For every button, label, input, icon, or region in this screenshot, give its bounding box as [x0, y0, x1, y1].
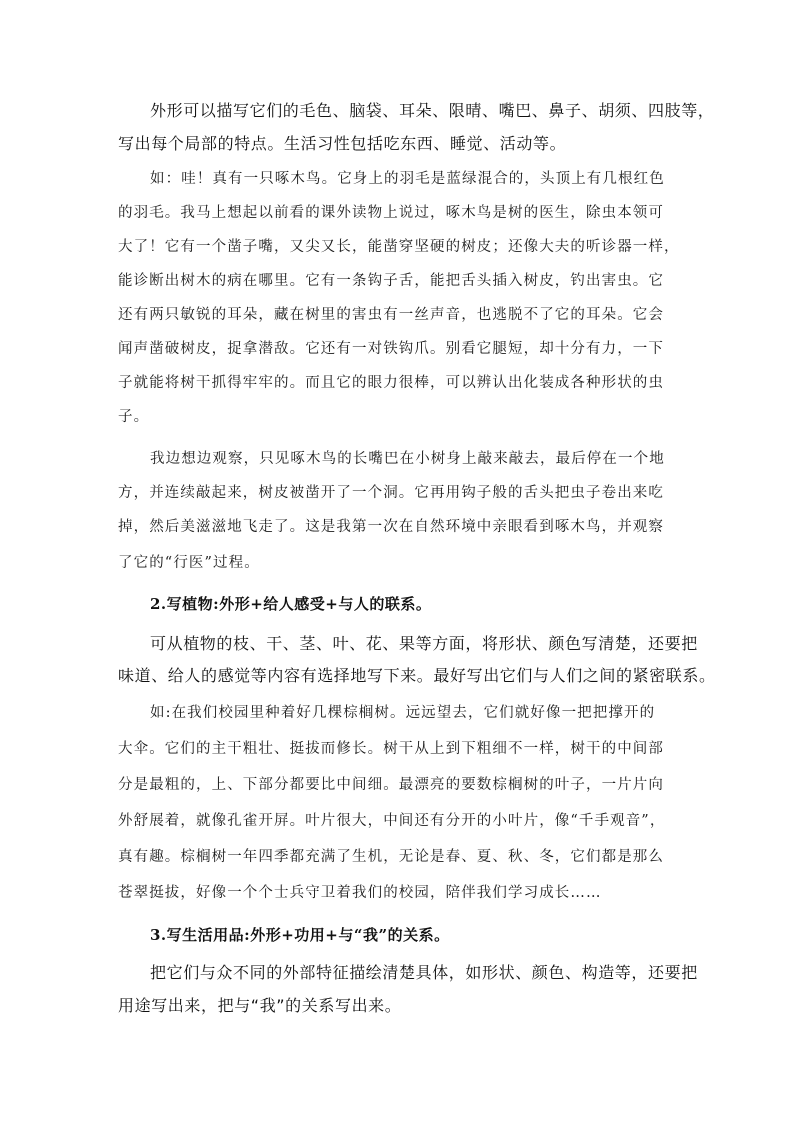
- paragraph-line: 用途写出来，把与“我”的关系写出来。: [118, 996, 402, 1015]
- example-line: 方，并连续敲起来，树皮被凿开了一个洞。它再用钩子般的舌头把虫子卷出来吃: [118, 485, 664, 501]
- paragraph-line: 味道、给人的感觉等内容有选择地写下来。最好写出它们与人们之间的紧密联系。: [118, 666, 716, 685]
- example-line: 了它的“行医”过程。: [118, 555, 260, 571]
- paragraph-line: 外形可以描写它们的毛色、脑袋、耳朵、限晴、嘴巴、鼻子、胡须、四肢等，: [150, 101, 715, 120]
- example-line: 掉，然后美滋滋地飞走了。这是我第一次在自然环境中亲眼看到啄木鸟，并观察: [118, 519, 664, 535]
- example-line: 如:在我们校园里种着好几棵棕榈树。远远望去，它们就好像一把把撑开的: [150, 705, 656, 721]
- example-line: 苍翠挺拔，好像一个个士兵守卫着我们的校园，陪伴我们学习成长……: [118, 885, 602, 901]
- example-line: 还有两只敏锐的耳朵，藏在树里的害虫有一丝声音，也逃脱不了它的耳朵。它会: [118, 307, 664, 323]
- example-line: 大伞。它们的主干粗壮、挺拔而修长。树干从上到下粗细不一样，树干的中间部: [118, 741, 664, 757]
- example-line: 如：哇！真有一只啄木鸟。它身上的羽毛是蓝绿混合的，头顶上有几根红色: [150, 171, 665, 187]
- section-heading-daily-items: 3.写生活用品:外形+功用+与“我”的关系。: [150, 926, 450, 944]
- section-heading-plants: 2.写植物:外形+给人感受+与人的联系。: [150, 595, 432, 613]
- paragraph-line: 写出每个局部的特点。生活习性包括吃东西、睡觉、活动等。: [118, 134, 567, 153]
- example-line: 真有趣。棕榈树一年四季都充满了生机，无论是春、夏、秋、冬，它们都是那么: [118, 849, 664, 865]
- example-line: 闻声凿破树皮，捉拿潜敌。它还有一对铁钩爪。别看它腿短，却十分有力，一下: [118, 341, 664, 357]
- paragraph-line: 可从植物的枝、干、茎、叶、花、果等方面，将形状、颜色写清楚，还要把: [150, 634, 698, 653]
- example-line: 我边想边观察，只见啄木鸟的长嘴巴在小树身上敲来敲去，最后停在一个地: [150, 451, 665, 467]
- example-line: 大了！它有一个凿子嘴，又尖又长，能凿穿坚硬的树皮；还像大夫的听诊器一样，: [118, 239, 680, 255]
- example-line: 子就能将树干抓得牢牢的。而且它的眼力很棒，可以辨认出化装成各种形状的虫: [118, 375, 664, 391]
- paragraph-line: 把它们与众不同的外部特征描绘清楚具体，如形状、颜色、构造等，还要把: [150, 963, 698, 982]
- example-line: 子。: [118, 409, 150, 425]
- example-line: 能诊断出树木的病在哪里。它有一条钩子舌，能把舌头插入树皮，钓出害虫。它: [118, 273, 664, 289]
- example-line: 分是最粗的，上、下部分都要比中间细。最漂亮的要数棕榈树的叶子，一片片向: [118, 777, 664, 793]
- example-line: 的羽毛。我马上想起以前看的课外读物上说过，啄木鸟是树的医生，除虫本领可: [118, 205, 664, 221]
- example-line: 外舒展着，就像孔雀开屏。叶片很大，中间还有分开的小叶片，像“千手观音”，: [118, 813, 666, 829]
